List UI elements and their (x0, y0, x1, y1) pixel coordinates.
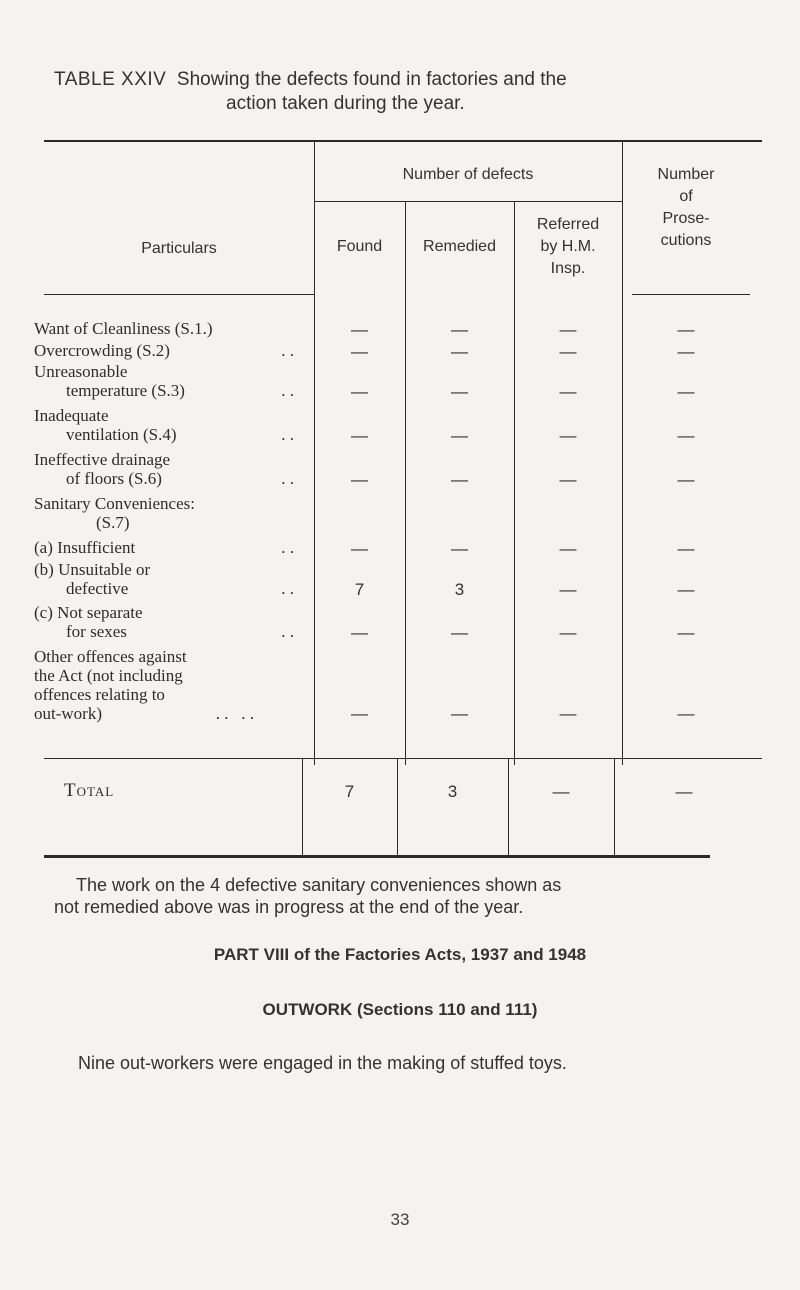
table-cell: — (559, 580, 577, 599)
table-cell: — (677, 426, 695, 445)
header-referred-line2: by H.M. (540, 238, 596, 255)
table-number: TABLE XXIV (54, 69, 167, 90)
row-label-unsuitable: (b) Unsuitable or defective . . (34, 560, 294, 598)
total-sep-1 (302, 758, 303, 856)
table-cell: 3 (454, 580, 465, 599)
table-cell: — (351, 342, 368, 361)
table-cell: — (559, 426, 577, 445)
row-label-cleanliness: Want of Cleanliness (S.1.) (34, 319, 213, 338)
row-label-not-separate: (c) Not separate for sexes . . (34, 603, 294, 641)
total-sep-3 (508, 758, 509, 856)
table-cell: — (559, 382, 577, 401)
total-sep-2 (397, 758, 398, 856)
page-number: 33 (390, 1210, 410, 1229)
table-cell: — (559, 623, 577, 642)
table-title (54, 68, 754, 116)
table-cell: — (451, 470, 468, 489)
row-label-overcrowding: Overcrowding (S.2) . . (34, 341, 294, 360)
row-label-sanitary: Sanitary Conveniences: (S.7) (34, 494, 195, 532)
total-bottom-rule (44, 855, 710, 858)
table-cell: — (351, 470, 368, 489)
part-heading: PART VIII of the Factories Acts, 1937 and 1948 (213, 945, 587, 964)
table-cell: — (351, 426, 368, 445)
note-line1: The work on the 4 defective sanitary conveniences shown as (76, 875, 562, 895)
note-line2: not remedied above was in progress at the end of the year. (54, 897, 524, 917)
total-prosecutions: — (675, 782, 693, 801)
header-particulars: Particulars (141, 240, 217, 257)
table-cell: — (677, 580, 695, 599)
row-label-drainage: Ineffective drainage of floors (S.6) . . (34, 450, 294, 488)
header-prosecutions-line3: Prose- (662, 210, 710, 227)
defects-subheader-rule (314, 201, 622, 202)
header-bottom-rule-right (632, 294, 750, 295)
table-cell: — (677, 342, 695, 361)
table-cell: — (451, 704, 468, 723)
header-referred-line1: Referred (536, 216, 600, 233)
header-prosecutions-line4: cutions (660, 232, 712, 249)
header-bottom-rule-left (44, 294, 314, 295)
table-cell: — (451, 426, 468, 445)
table-cell: — (677, 320, 695, 339)
table-cell: 7 (354, 580, 365, 599)
total-referred: — (552, 782, 570, 801)
table-cell: — (351, 320, 368, 339)
table-cell: — (451, 342, 468, 361)
total-label: Total (64, 780, 115, 801)
header-referred-line3: Insp. (550, 260, 586, 277)
header-prosecutions (622, 164, 750, 252)
table-cell: — (559, 342, 577, 361)
row-label-other-offences: Other offences against the Act (not including offences relating to out-work) . . . . (34, 647, 254, 723)
header-prosecutions-line2: of (679, 188, 693, 205)
table-cell: — (677, 704, 695, 723)
header-prosecutions-line1: Number (657, 166, 715, 183)
title-text-line2: action taken during the year. (226, 93, 465, 114)
header-number-of-defects: Number of defects (402, 166, 534, 183)
table-cell: — (351, 382, 368, 401)
total-found: 7 (344, 782, 355, 801)
table-cell: — (559, 539, 577, 558)
total-remedied: 3 (447, 782, 458, 801)
table-cell: — (559, 470, 577, 489)
title-text-line1: Showing the defects found in factories and the (176, 69, 567, 90)
row-label-insufficient: (a) Insufficient . . (34, 538, 294, 557)
table-cell: — (451, 539, 468, 558)
col-sep-1 (314, 141, 315, 765)
table-cell: — (451, 623, 468, 642)
row-label-temperature: Unreasonable temperature (S.3) . . (34, 362, 294, 400)
outwork-text: Nine out-workers were engaged in the making of stuffed toys. (78, 1053, 567, 1073)
table-cell: — (351, 704, 368, 723)
table-cell: — (559, 320, 577, 339)
table-cell: — (677, 382, 695, 401)
table-cell: — (451, 320, 468, 339)
table-cell: — (677, 539, 695, 558)
table-top-rule (44, 140, 762, 142)
table-cell: — (451, 382, 468, 401)
header-referred (514, 214, 622, 280)
header-remedied: Remedied (423, 238, 496, 255)
total-sep-4 (614, 758, 615, 856)
total-top-rule (44, 758, 762, 759)
outwork-heading: OUTWORK (Sections 110 and 111) (262, 1000, 538, 1019)
note-paragraph (54, 874, 754, 918)
row-label-ventilation: Inadequate ventilation (S.4) . . (34, 406, 294, 444)
header-found: Found (336, 238, 383, 255)
table-cell: — (351, 539, 368, 558)
table-cell: — (677, 623, 695, 642)
table-cell: — (351, 623, 368, 642)
table-cell: — (559, 704, 577, 723)
table-cell: — (677, 470, 695, 489)
